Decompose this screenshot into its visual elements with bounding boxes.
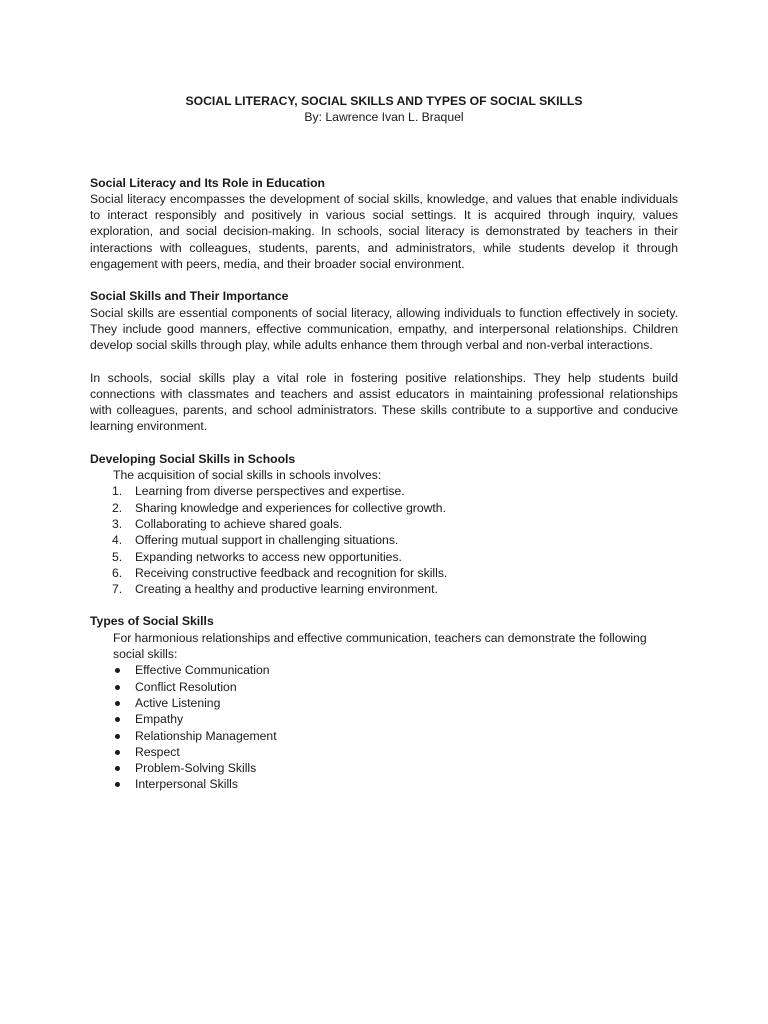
item-number: 3. — [112, 516, 123, 531]
list-item — [90, 565, 678, 581]
item-text: Empathy — [135, 712, 184, 727]
section-heading: Developing Social Skills in Schools — [90, 451, 296, 466]
bullet-icon — [115, 668, 120, 673]
list-item — [90, 500, 678, 516]
bullet-icon — [115, 782, 120, 787]
list-item — [90, 483, 678, 499]
item-number: 2. — [112, 500, 123, 515]
list-item — [90, 711, 678, 727]
list-item — [90, 581, 678, 597]
bullet-icon — [115, 701, 120, 706]
item-text: Relationship Management — [135, 728, 277, 743]
paragraph: In schools, social skills play a vital role in fostering positive relationships. They help students build connections with classmates and teachers and assist educators in maintaining professional relationships with colleagues, parents, and school administrators. These skills contribute to a supportive and conducive learning environment. — [90, 370, 678, 434]
list-item — [90, 760, 678, 776]
paragraph: Social skills are essential components of social literacy, allowing individuals to function effectively in society. They include good manners, effective communication, empathy, and interpersonal relationships. Children develop social skills through play, while adults enhance them through verbal and non-verbal interactions. — [90, 305, 678, 353]
section-social-literacy — [90, 175, 678, 273]
list-item — [90, 516, 678, 532]
item-number: 6. — [112, 565, 123, 580]
list-item — [90, 744, 678, 760]
author-byline: By: Lawrence Ivan L. Braquel — [304, 110, 464, 125]
numbered-list — [90, 483, 678, 597]
item-text: Creating a healthy and productive learning environment. — [135, 582, 438, 597]
item-text: Problem-Solving Skills — [135, 761, 257, 776]
list-item — [90, 679, 678, 695]
bullet-icon — [115, 766, 120, 771]
item-text: Active Listening — [135, 695, 221, 710]
bullet-icon — [115, 685, 120, 690]
item-number: 7. — [112, 582, 123, 597]
item-number: 4. — [112, 533, 123, 548]
list-item — [90, 695, 678, 711]
list-item — [90, 776, 678, 792]
item-text: Collaborating to achieve shared goals. — [135, 516, 343, 531]
section-types-of-social-skills — [90, 613, 678, 792]
list-item — [90, 532, 678, 548]
list-item — [90, 662, 678, 678]
document-title: SOCIAL LITERACY, SOCIAL SKILLS AND TYPES OF SOCIAL SKILLS — [185, 94, 583, 108]
item-text: Learning from diverse perspectives and expertise. — [135, 484, 405, 499]
paragraph: Social literacy encompasses the development of social skills, knowledge, and values that enable individuals to interact responsibly and positively in various social settings. It is acquired through inquiry, values exploration, and social decision-making. In schools, social literacy is demonstrated by teachers in their interactions with colleagues, students, parents, and administrators, while students develop it through engagement with peers, media, and their broader social environment. — [90, 191, 678, 272]
bullet-icon — [115, 750, 120, 755]
item-text: Effective Communication — [135, 663, 270, 678]
section-heading: Social Literacy and Its Role in Education — [90, 175, 326, 190]
section-heading: Social Skills and Their Importance — [90, 289, 289, 304]
item-text: Offering mutual support in challenging situations. — [135, 533, 399, 548]
item-number: 1. — [112, 484, 123, 499]
list-item — [90, 728, 678, 744]
section-heading: Types of Social Skills — [90, 614, 214, 629]
list-intro: For harmonious relationships and effective communication, teachers can demonstrate the following social skills: — [113, 630, 647, 662]
section-developing-social-skills — [90, 451, 678, 598]
item-text: Sharing knowledge and experiences for collective growth. — [135, 500, 446, 515]
bullet-icon — [115, 734, 120, 739]
bullet-icon — [115, 717, 120, 722]
item-text: Interpersonal Skills — [135, 777, 238, 792]
bullet-list — [90, 662, 678, 792]
document-page — [90, 93, 678, 793]
list-item — [90, 549, 678, 565]
list-intro: The acquisition of social skills in schools involves: — [113, 468, 382, 483]
item-text: Receiving constructive feedback and recognition for skills. — [135, 565, 448, 580]
item-text: Expanding networks to access new opportunities. — [135, 549, 402, 564]
item-number: 5. — [112, 549, 123, 564]
item-text: Respect — [135, 744, 180, 759]
item-text: Conflict Resolution — [135, 679, 237, 694]
section-social-skills-importance — [90, 288, 678, 434]
